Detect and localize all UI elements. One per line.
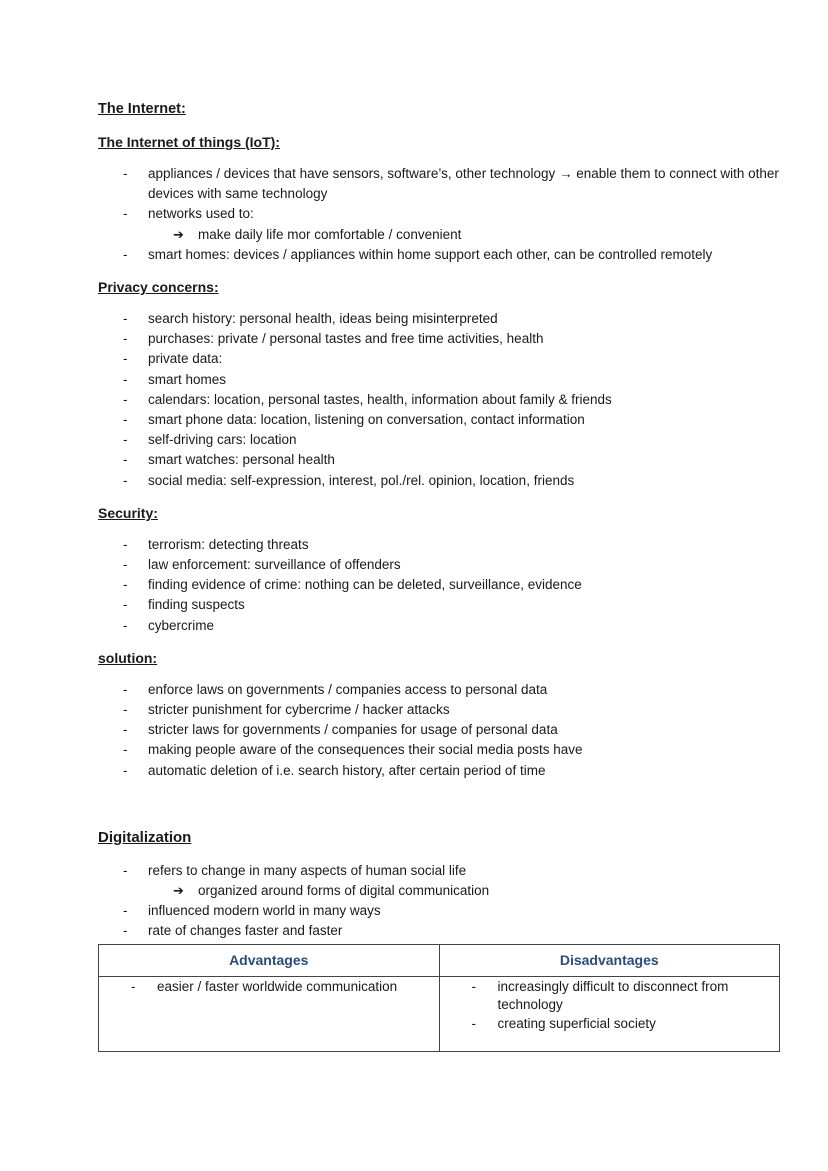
privacy-list: [98, 309, 780, 491]
disadvantages-cell: [439, 976, 780, 1051]
advantages-list: [99, 977, 439, 997]
digitalization-list-continued: [98, 901, 780, 941]
list-item: - enforce laws on governments / companies access to personal data: [98, 680, 780, 700]
digitalization-heading: Digitalization: [98, 828, 192, 846]
security-heading: Security:: [98, 504, 158, 521]
list-item: - increasingly difficult to disconnect from technology: [440, 978, 780, 1015]
list-item: - creating superficial society: [440, 1015, 780, 1034]
list-item: - networks used to:: [98, 204, 780, 224]
list-item: - easier / faster worldwide communication: [99, 978, 439, 997]
list-item: - law enforcement: surveillance of offenders: [98, 555, 780, 575]
solution-heading: solution:: [98, 649, 158, 666]
advantages-header: Advantages: [99, 944, 440, 976]
disadvantages-list: [440, 977, 780, 1034]
list-item: - cybercrime: [98, 616, 780, 636]
arrow-right-icon: ➔: [173, 883, 184, 899]
digitalization-list: [98, 861, 780, 881]
iot-heading: The Internet of things (IoT):: [98, 134, 280, 150]
iot-list: [98, 164, 780, 225]
list-item: - influenced modern world in many ways: [98, 901, 780, 921]
advantages-disadvantages-table: [98, 944, 780, 1052]
list-item: - private data:: [98, 349, 780, 369]
list-item: - making people aware of the consequences their social media posts have: [98, 740, 780, 760]
solution-list: [98, 680, 780, 781]
list-item: - smart phone data: location, listening on conversation, contact information: [98, 410, 780, 430]
list-item: - refers to change in many aspects of human social life: [98, 861, 780, 881]
list-item: - self-driving cars: location: [98, 430, 780, 450]
list-item: - appliances / devices that have sensors, software’s, other technology → enable them to connect with other devices with same technology: [98, 164, 780, 204]
list-item: - social media: self-expression, interest, pol./rel. opinion, location, friends: [98, 471, 780, 491]
table-row: [99, 976, 780, 1051]
sub-item: [98, 225, 780, 245]
list-item: - purchases: private / personal tastes and free time activities, health: [98, 329, 780, 349]
list-item: - finding suspects: [98, 595, 780, 615]
disadvantages-header: Disadvantages: [439, 944, 780, 976]
list-item: - terrorism: detecting threats: [98, 535, 780, 555]
list-item: - smart homes: [98, 370, 780, 390]
advantages-cell: [99, 976, 440, 1051]
list-item: - search history: personal health, ideas being misinterpreted: [98, 309, 780, 329]
arrow-right-icon: ➔: [173, 226, 184, 242]
document-page: [98, 100, 780, 1052]
sub-item-text: make daily life mor comfortable / convenient: [198, 226, 462, 242]
table-header-row: [99, 944, 780, 976]
list-item: - stricter laws for governments / companies for usage of personal data: [98, 720, 780, 740]
list-item: - rate of changes faster and faster: [98, 921, 780, 941]
sub-item-text: organized around forms of digital communication: [198, 883, 490, 899]
list-item: - stricter punishment for cybercrime / hacker attacks: [98, 700, 780, 720]
list-item: - smart watches: personal health: [98, 450, 780, 470]
sub-item: [98, 881, 780, 901]
list-item: - smart homes: devices / appliances within home support each other, can be controlled remotely: [98, 245, 780, 265]
iot-list-continued: [98, 245, 780, 265]
privacy-heading: Privacy concerns:: [98, 279, 219, 296]
list-item: - automatic deletion of i.e. search history, after certain period of time: [98, 761, 780, 781]
security-list: [98, 535, 780, 636]
page-title: The Internet:: [98, 101, 186, 117]
list-item: - calendars: location, personal tastes, health, information about family & friends: [98, 390, 780, 410]
list-item: - finding evidence of crime: nothing can be deleted, surveillance, evidence: [98, 575, 780, 595]
